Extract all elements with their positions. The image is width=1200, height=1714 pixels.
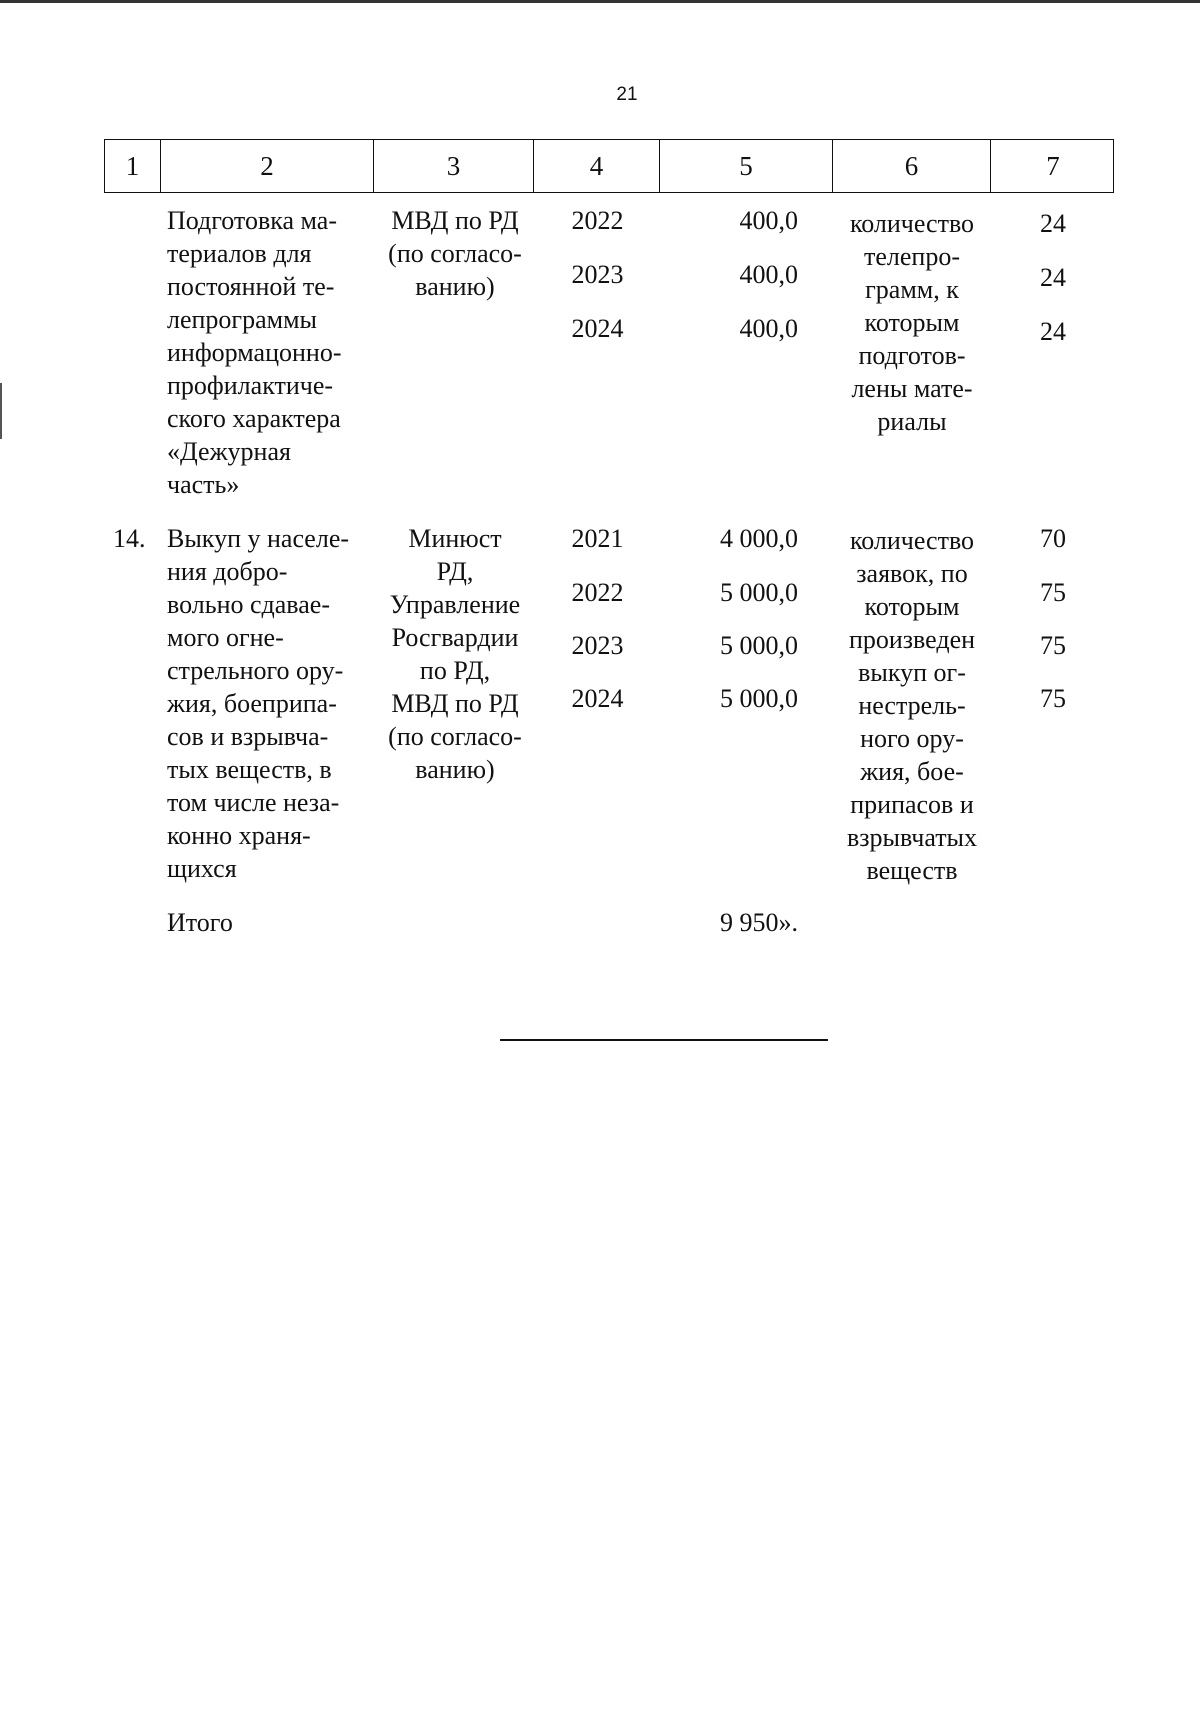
measure-name: Подготовка ма- териалов для постоянной те- лепрограммы информацонно- профилактиче- ского характера «Дежурная часть» — [167, 206, 342, 499]
page-number: 21 — [616, 84, 638, 105]
year: 2022 — [571, 206, 624, 235]
measure-name: Выкуп у населе- ния добро- вольно сдавае- мого огне- стрельного ору- жия, боеприпа- сов и взрывча- тых веществ, в том числе неза- конно храня- щихся — [167, 524, 350, 883]
year: 2023 — [571, 631, 624, 660]
year: 2021 — [571, 524, 624, 553]
indicator-value: 24 — [1040, 317, 1066, 346]
scan-edge-mark — [0, 383, 2, 439]
executor: МВД по РД (по согласо- ванию) — [388, 206, 522, 301]
header-col-5: 5 — [660, 140, 833, 192]
header-col-3: 3 — [374, 140, 534, 192]
header-col-7: 7 — [1046, 150, 1060, 181]
header-col-1: 1 — [105, 140, 161, 192]
indicator-name: количество заявок, по которым произведен выкуп ог- нестрель- ного ору- жия, бое- припасов и взрывчатых веществ — [846, 526, 978, 885]
indicator-value: 75 — [1040, 631, 1066, 660]
year: 2024 — [571, 314, 624, 343]
header-col-6: 6 — [833, 140, 991, 192]
header-col-2: 2 — [161, 140, 374, 192]
scan-top-edge — [0, 0, 1200, 3]
row-number: 14. — [113, 524, 146, 553]
indicator-value: 24 — [1040, 263, 1066, 292]
indicator-value: 75 — [1040, 684, 1066, 713]
executor: Минюст РД, Управление Росгвардии по РД, МВД по РД (по согласо- ванию) — [388, 524, 522, 784]
indicator-value: 70 — [1040, 524, 1066, 553]
total-amount: 9 950». — [720, 908, 798, 937]
amount: 5 000,0 — [720, 684, 798, 713]
year: 2023 — [571, 260, 624, 289]
year: 2022 — [571, 578, 624, 607]
table-header-row — [104, 139, 1114, 193]
amount: 400,0 — [739, 314, 798, 343]
amount: 5 000,0 — [720, 631, 798, 660]
year: 2024 — [571, 684, 624, 713]
indicator-name: количество телепро- грамм, к которым подготов- лены мате- риалы — [849, 209, 975, 436]
indicator-value: 75 — [1040, 578, 1066, 607]
amount: 400,0 — [739, 206, 798, 235]
total-label: Итого — [167, 908, 233, 937]
closing-rule — [500, 1039, 828, 1041]
amount: 400,0 — [739, 260, 798, 289]
header-col-4: 4 — [534, 140, 660, 192]
amount: 4 000,0 — [720, 524, 798, 553]
indicator-value: 24 — [1040, 209, 1066, 238]
amount: 5 000,0 — [720, 578, 798, 607]
